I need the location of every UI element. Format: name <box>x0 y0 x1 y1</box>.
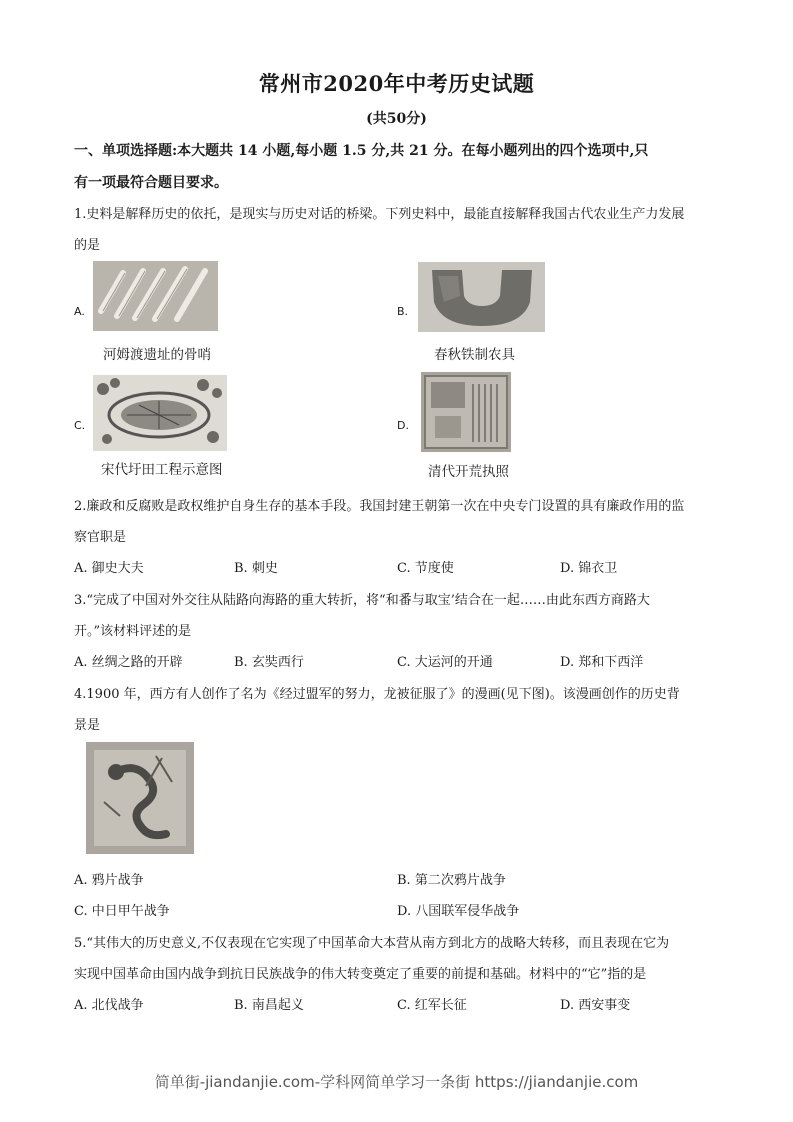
q1-option-b-caption: 春秋铁制农具 <box>434 347 515 363</box>
q4-option-d: D. 八国联军侵华战争 <box>397 904 520 919</box>
q4-option-a: A. 鸦片战争 <box>74 873 144 888</box>
q2-stem-line2: 察官职是 <box>74 530 127 545</box>
q5-stem-line2: 实现中国革命由国内战争到抗日民族战争的伟大转变奠定了重要的前提和基础。材料中的“它”指的是 <box>74 967 647 982</box>
section-heading-line2: 有一项最符合题目要求。 <box>74 175 228 191</box>
q1-option-c-letter: C. <box>74 419 86 432</box>
q1-option-d-caption: 清代开荒执照 <box>428 464 509 480</box>
q1-option-b-letter: B. <box>397 305 409 318</box>
q4-stem-line1: 4.1900 年，西方有人创作了名为《经过盟军的努力，龙被征服了》的漫画(见下图)。该漫画创作的历史背 <box>74 687 680 702</box>
q3-stem-line1: 3.“完成了中国对外交往从陆路向海路的重大转折，将“和番与取宝’结合在一起……由此东西方商路大 <box>74 593 650 608</box>
q3-option-c: C. 大运河的开通 <box>397 655 493 670</box>
polder-field-diagram <box>93 375 227 451</box>
q4-option-b: B. 第二次鸦片战争 <box>397 873 506 888</box>
q1-stem-line2: 的是 <box>74 238 101 253</box>
q2-option-c: C. 节度使 <box>397 561 454 576</box>
q5-option-d: D. 西安事变 <box>560 998 631 1013</box>
q3-option-a: A. 丝绸之路的开辟 <box>74 655 183 670</box>
q2-option-a: A. 御史大夫 <box>74 561 144 576</box>
q5-option-b: B. 南昌起义 <box>234 998 304 1013</box>
q5-option-a: A. 北伐战争 <box>74 998 144 1013</box>
q4-stem-line2: 景是 <box>74 718 101 733</box>
q1-option-c-caption: 宋代圩田工程示意图 <box>101 462 223 478</box>
iron-farm-tool-photo <box>418 262 545 332</box>
q1-option-d-letter: D. <box>397 419 409 432</box>
dragon-cartoon <box>86 742 194 854</box>
q5-option-c: C. 红军长征 <box>397 998 467 1013</box>
land-reclamation-license <box>421 372 511 452</box>
q2-option-d: D. 锦衣卫 <box>560 561 618 576</box>
page-title: 常州市2020年中考历史试题 <box>258 71 535 96</box>
q1-option-a-letter: A. <box>74 305 85 318</box>
q2-stem-line1: 2.廉政和反腐败是政权维护自身生存的基本手段。我国封建王朝第一次在中央专门设置的具有廉政作用的监 <box>74 499 685 514</box>
q2-option-b: B. 刺史 <box>234 561 278 576</box>
q1-stem-line1: 1.史料是解释历史的依托，是现实与历史对话的桥梁。下列史料中，最能直接解释我国古代农业生产力发展 <box>74 207 685 222</box>
q3-option-b: B. 玄奘西行 <box>234 655 304 670</box>
q5-stem-line1: 5.“其伟大的历史意义,不仅表现在它实现了中国革命大本营从南方到北方的战略大转移，而且表现在它为 <box>74 936 670 951</box>
q3-stem-line2: 开。”该材料评述的是 <box>74 624 192 639</box>
q1-option-a-caption: 河姆渡遗址的骨哨 <box>103 347 211 363</box>
q4-option-c: C. 中日甲午战争 <box>74 904 170 919</box>
q3-option-d: D. 郑和下西洋 <box>560 655 644 670</box>
page-footer-watermark: 简单街-jiandanjie.com-学科网简单学习一条街 https://jiandanjie.com <box>154 1073 639 1091</box>
page-subtitle: (共50分) <box>366 111 427 127</box>
bone-whistles-photo <box>93 261 218 331</box>
section-heading-line1: 一、单项选择题:本大题共 14 小题,每小题 1.5 分,共 21 分。在每小题列出的四个选项中,只 <box>74 143 649 159</box>
